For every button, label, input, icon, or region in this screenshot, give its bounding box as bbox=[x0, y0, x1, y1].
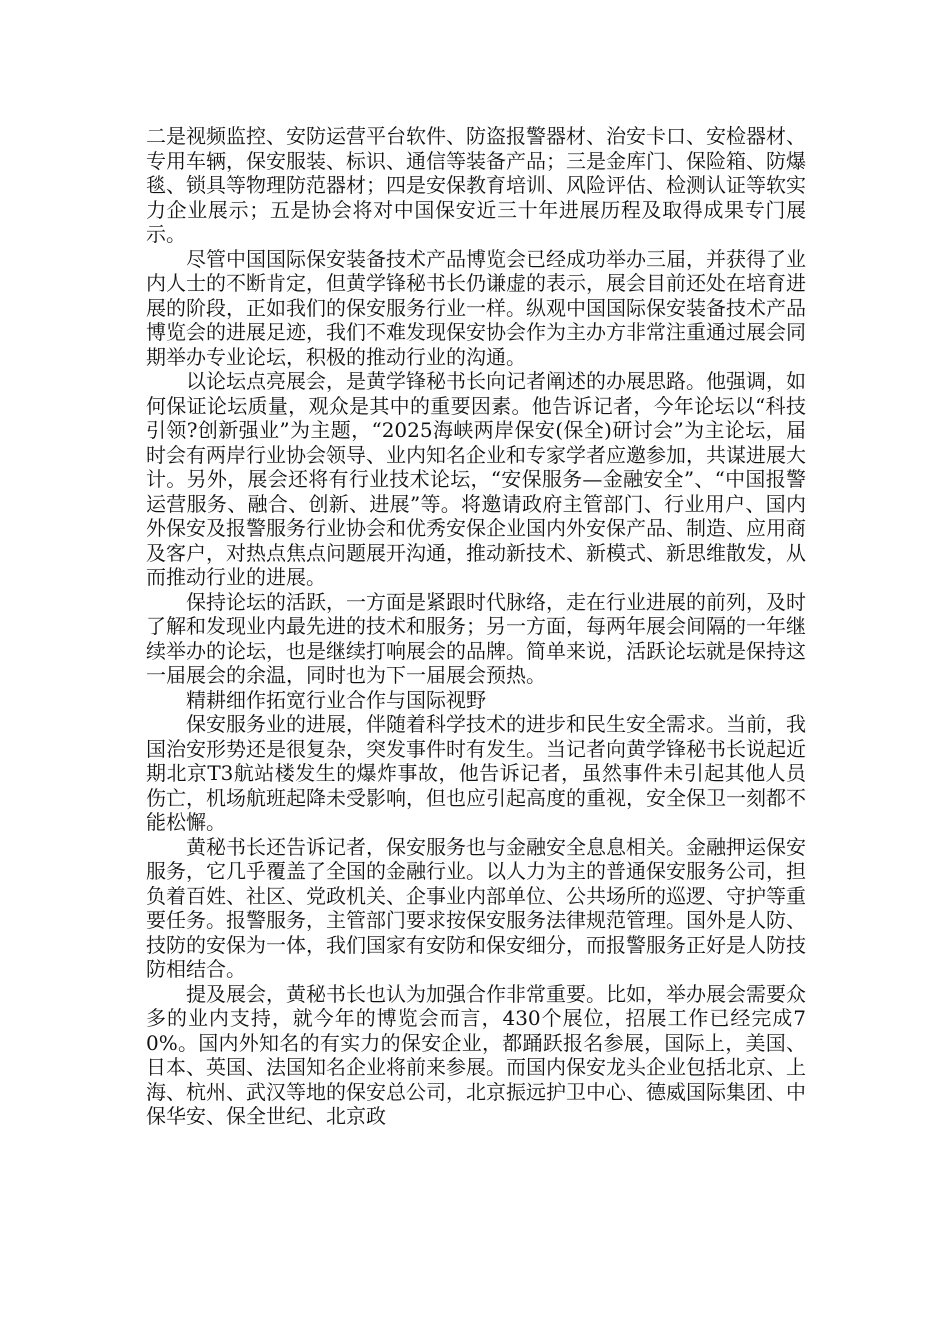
paragraph: 提及展会，黄秘书长也认为加强合作非常重要。比如，举办展会需要众多的业内支持，就今年的博览会而言，430个展位，招展工作已经完成70%。国内外知名的有实力的保安企业，都踊跃报名参展，国际上，美国、日本、英国、法国知名企业将前来参展。而国内保安龙头企业包括北京、上海、杭州、武汉等地的保安总公司，北京振远护卫中心、德威国际集团、中保华安、保全世纪、北京政 bbox=[146, 981, 806, 1128]
paragraph: 以论坛点亮展会，是黄学锋秘书长向记者阐述的办展思路。他强调，如何保证论坛质量，观众是其中的重要因素。他告诉记者，今年论坛以“科技引领?创新强业”为主题，“2025海峡两岸保安(保全)研讨会”为主论坛，届时会有两岸行业协会领导、业内知名企业和专家学者应邀参加，共谋进展大计。另外，展会还将有行业技术论坛，“安保服务—金融安全”、“中国报警运营服务、融合、创新、进展”等。将邀请政府主管部门、行业用户、国内外保安及报警服务行业协会和优秀安保企业国内外安保产品、制造、应用商及客户，对热点焦点问题展开沟通，推动新技术、新模式、新思维散发，从而推动行业的进展。 bbox=[146, 369, 806, 589]
paragraph: 保持论坛的活跃，一方面是紧跟时代脉络，走在行业进展的前列，及时了解和发现业内最先进的技术和服务；另一方面，每两年展会间隔的一年继续举办的论坛，也是继续打响展会的品牌。简单来说，活跃论坛就是保持这一届展会的余温，同时也为下一届展会预热。 bbox=[146, 589, 806, 687]
paragraph-continued: 二是视频监控、安防运营平台软件、防盗报警器材、治安卡口、安检器材、专用车辆，保安服装、标识、通信等装备产品；三是金库门、保险箱、防爆毯、锁具等物理防范器材；四是安保教育培训、风险评估、检测认证等软实力企业展示；五是协会将对中国保安近三十年进展历程及取得成果专门展示。 bbox=[146, 124, 806, 246]
paragraph: 保安服务业的进展，伴随着科学技术的进步和民生安全需求。当前，我国治安形势还是很复杂，突发事件时有发生。当记者向黄学锋秘书长说起近期北京T3航站楼发生的爆炸事故，他告诉记者，虽然事件未引起其他人员伤亡，机场航班起降未受影响，但也应引起高度的重视，安全保卫一刻都不能松懈。 bbox=[146, 712, 806, 834]
document-body bbox=[146, 124, 806, 1129]
section-heading: 精耕细作拓宽行业合作与国际视野 bbox=[186, 687, 486, 712]
paragraph: 黄秘书长还告诉记者，保安服务也与金融安全息息相关。金融押运保安服务，它几乎覆盖了全国的金融行业。以人力为主的普通保安服务公司，担负着百姓、社区、党政机关、企事业内部单位、公共场所的巡逻、守护等重要任务。报警服务，主管部门要求按保安服务法律规范管理。国外是人防、技防的安保为一体，我们国家有安防和保安细分，而报警服务正好是人防技防相结合。 bbox=[146, 834, 806, 981]
paragraph: 尽管中国国际保安装备技术产品博览会已经成功举办三届，并获得了业内人士的不断肯定，但黄学锋秘书长仍谦虚的表示，展会目前还处在培育进展的阶段，正如我们的保安服务行业一样。纵观中国国际保安装备技术产品博览会的进展足迹，我们不难发现保安协会作为主办方非常注重通过展会同期举办专业论坛，积极的推动行业的沟通。 bbox=[146, 246, 806, 369]
